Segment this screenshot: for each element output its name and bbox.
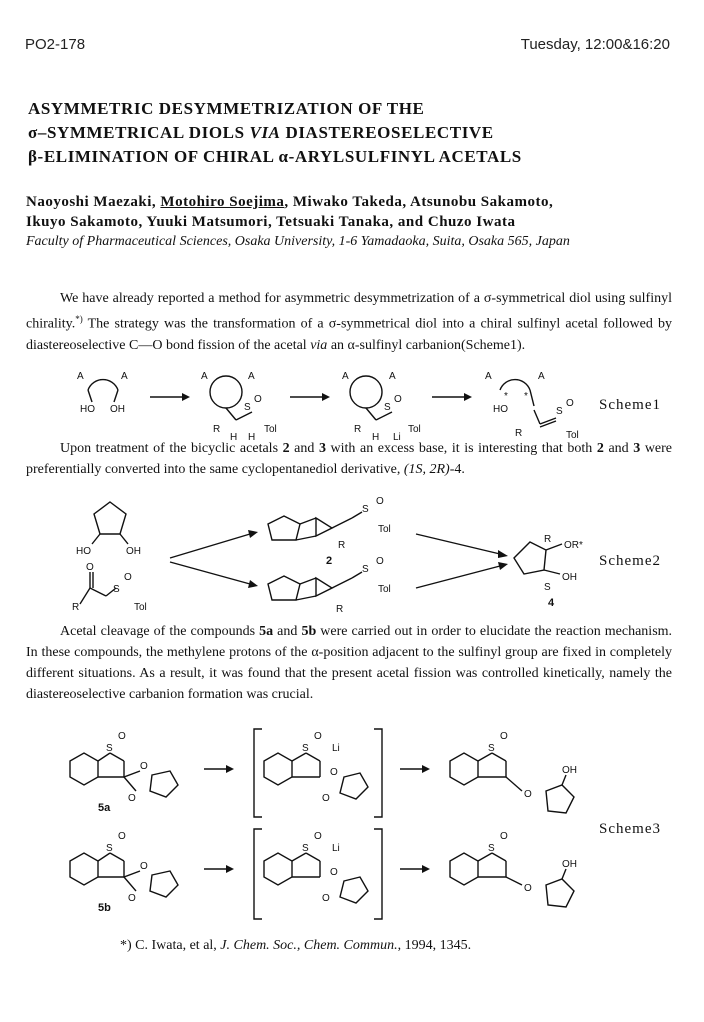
title-line-2-prefix: σ–SYMMETRICAL DIOLS <box>28 123 245 142</box>
s1-h-3: H <box>372 432 380 443</box>
s1-a-5: A <box>342 371 349 382</box>
s3-label-5a: 5a <box>98 802 111 814</box>
s3-prod-a-benzene <box>450 753 478 785</box>
s3-prod-b-o: O <box>524 883 532 894</box>
s1-product-ring <box>500 380 530 390</box>
p3-text-b: were carried out in order to elucidate the reaction mechanism. In these compounds, the methylene protons of the α-position adjacent to the sulfinyl group are fixed in completely different situations. As a result, it was found that the present acetal fission was controlled kinetically, namely the diastereoselective carbanion formation was crucial. <box>26 624 673 702</box>
s1-oh: OH <box>110 404 125 415</box>
s2-o-3: O <box>376 556 384 567</box>
s3-prod-b-s: S <box>488 843 495 854</box>
title-via: VIA <box>249 123 281 142</box>
s3-int-a-li: Li <box>332 743 340 754</box>
s2-s-3: S <box>362 564 369 575</box>
s3-prod-b-cyclopentane <box>546 879 574 907</box>
paragraph-2 <box>26 438 672 480</box>
p2-text-c: were preferentially converted into the same cyclopentanediol derivative, <box>26 441 673 477</box>
s3-prod-a-so: O <box>500 731 508 742</box>
p1-via: via <box>310 337 328 353</box>
s3-bracket-right-b <box>374 829 382 919</box>
s3-label-5b: 5b <box>98 902 111 914</box>
s1-a-6: A <box>389 371 396 382</box>
s2-acetal-2 <box>268 516 300 540</box>
s2-tol-1: Tol <box>134 602 147 613</box>
s2-r-2: R <box>338 540 346 551</box>
scheme-1-label: Scheme1 <box>599 397 661 413</box>
p2-compound-3b: 3 <box>633 441 641 456</box>
p3-compound-5a: 5a <box>259 624 274 639</box>
s1-a-2: A <box>121 371 128 382</box>
p2-stereo: (1S, 2R) <box>403 462 450 477</box>
s3-bracket-right-a <box>374 729 382 817</box>
s3-int-b-s: S <box>302 843 309 854</box>
p3-and: and <box>277 624 298 639</box>
scheme-2-label: Scheme2 <box>599 553 661 569</box>
authors-line-1-rest: , Miwako Takeda, Atsunobu Sakamoto, <box>284 194 554 210</box>
s1-r-2: R <box>354 424 362 435</box>
s2-dioxolane-2 <box>316 518 332 536</box>
p2-text-d: -4. <box>449 462 465 477</box>
presenting-author: Motohiro Soejima <box>160 194 285 210</box>
s2-r-1: R <box>72 602 80 613</box>
s1-o-3: O <box>566 398 574 409</box>
s1-ho-2: HO <box>493 404 508 415</box>
p2-text-b: with an excess base, it is interesting that both <box>330 441 593 456</box>
p3-compound-5b: 5b <box>301 624 317 639</box>
s1-acetal-ring-2 <box>350 376 382 408</box>
paragraph-1 <box>26 288 672 356</box>
title-line-2 <box>28 121 678 145</box>
s3-5b-o1: O <box>140 861 148 872</box>
s2-r-4: R <box>544 534 552 545</box>
s3-int-a-s: S <box>302 743 309 754</box>
s2-cyclopentane <box>94 502 126 534</box>
s3-5a-o2: O <box>128 793 136 804</box>
s1-r-3: R <box>515 428 523 439</box>
s2-label-2: 2 <box>326 555 333 567</box>
s3-5a-o1: O <box>140 761 148 772</box>
title-line-1: ASYMMETRIC DESYMMETRIZATION OF THE <box>28 99 425 118</box>
poster-code: PO2-178 <box>25 36 86 53</box>
s3-prod-b-oh: OH <box>562 859 577 870</box>
s3-int-b-o: O <box>314 831 322 842</box>
paper-title <box>28 97 678 169</box>
p1-text-a: We have already reported a method for asymmetric desymmetrization of a σ-symmetrical diol using sulfinyl chirality. <box>26 291 672 332</box>
s3-bracket-left-b <box>254 829 262 919</box>
p1-text-c: an α-sulfinyl carbanion(Scheme1). <box>330 337 526 353</box>
p3-text-a: Acetal cleavage of the compounds <box>60 624 256 639</box>
s1-a-3: A <box>201 371 208 382</box>
s3-int-a-o2: O <box>322 793 330 804</box>
s3-5b-so: O <box>118 831 126 842</box>
s1-r-1: R <box>213 424 221 435</box>
s3-int-b-li: Li <box>332 843 340 854</box>
s3-int-a-o1: O <box>330 767 338 778</box>
s1-tol-1: Tol <box>264 424 277 435</box>
s3-prod-a-oh: OH <box>562 765 577 776</box>
s2-s-2: S <box>362 504 369 515</box>
s1-tol-2: Tol <box>408 424 421 435</box>
s2-dioxolane-3 <box>316 578 332 596</box>
s1-a-8: A <box>538 371 545 382</box>
p2-compound-3: 3 <box>318 441 326 456</box>
s3-int-b-benzene <box>264 853 292 885</box>
s1-s-3: S <box>556 406 563 417</box>
s2-label-4: 4 <box>548 597 555 609</box>
s3-int-b-o1: O <box>330 867 338 878</box>
s1-o-1: O <box>254 394 262 405</box>
s3-5a-s: S <box>106 743 113 754</box>
s1-star-2: * <box>524 391 528 402</box>
s1-s-2: S <box>384 402 391 413</box>
s3-prod-a-o: O <box>524 789 532 800</box>
s3-int-a-o: O <box>314 731 322 742</box>
s1-tol-3: Tol <box>566 430 579 441</box>
s3-int-a-cyclopentane <box>340 773 368 799</box>
s3-bracket-left-a <box>254 729 262 817</box>
s1-ho: HO <box>80 404 95 415</box>
s1-a-7: A <box>485 371 492 382</box>
s3-5b-o2: O <box>128 893 136 904</box>
scheme-3-label: Scheme3 <box>599 821 661 837</box>
s3-prod-b-so: O <box>500 831 508 842</box>
s1-a-1: A <box>77 371 84 382</box>
s3-5a-benzene <box>70 753 98 785</box>
p2-and-2: and <box>608 441 629 456</box>
s3-5b-s: S <box>106 843 113 854</box>
s2-oh: OH <box>126 546 141 557</box>
s1-h-2: H <box>248 432 256 443</box>
s1-acetal-ring-1 <box>210 376 242 408</box>
s3-5b-cyclopentane <box>150 871 178 897</box>
s1-diol-ring <box>88 380 118 390</box>
s2-s-1: S <box>113 584 120 595</box>
s3-int-a-benzene <box>264 753 292 785</box>
s3-5a-cyclopentane <box>150 771 178 797</box>
affiliation: Faculty of Pharmaceutical Sciences, Osaka University, 1-6 Yamadaoka, Suita, Osaka 565, Japan <box>26 234 570 249</box>
s2-ho: HO <box>76 546 91 557</box>
s1-o-2: O <box>394 394 402 405</box>
title-line-3: β-ELIMINATION OF CHIRAL α-ARYLSULFINYL ACETALS <box>28 147 522 166</box>
title-line-2-suffix: DIASTEREOSELECTIVE <box>285 123 494 142</box>
p2-and-1: and <box>294 441 315 456</box>
footnote <box>120 938 471 954</box>
s2-o-1: O <box>124 572 132 583</box>
p1-ref: *) <box>75 314 83 324</box>
s3-5b-benzene <box>70 853 98 885</box>
s2-tol-2: Tol <box>378 524 391 535</box>
p2-compound-2b: 2 <box>596 441 604 456</box>
s2-product-ring <box>514 542 546 574</box>
s3-prod-a-cyclopentane <box>546 785 574 813</box>
p2-compound-2: 2 <box>282 441 290 456</box>
s1-star-1: * <box>504 391 508 402</box>
s3-prod-a-s: S <box>488 743 495 754</box>
s2-o-keto: O <box>86 562 94 573</box>
s3-int-b-cyclopentane <box>340 877 368 903</box>
session-time: Tuesday, 12:00&16:20 <box>520 36 670 53</box>
s2-oh-4: OH <box>562 572 577 583</box>
s3-5a-so: O <box>118 731 126 742</box>
s2-r-3: R <box>336 604 344 615</box>
paragraph-3 <box>26 621 672 705</box>
s3-prod-b-benzene <box>450 853 478 885</box>
s2-acetal-3 <box>268 576 300 600</box>
footnote-year: , 1994, 1345. <box>397 938 472 953</box>
author-list <box>26 192 676 232</box>
s1-h-1: H <box>230 432 238 443</box>
s2-o-2: O <box>376 496 384 507</box>
authors-line-2: Ikuyo Sakamoto, Yuuki Matsumori, Tetsuaki Tanaka, and Chuzo Iwata <box>26 214 516 230</box>
s1-a-4: A <box>248 371 255 382</box>
s2-tol-3: Tol <box>378 584 391 595</box>
footnote-journal: J. Chem. Soc., Chem. Commun. <box>220 938 398 953</box>
s1-li: Li <box>393 432 401 443</box>
p2-text-a: Upon treatment of the bicyclic acetals <box>60 441 279 456</box>
p1-text-b: The strategy was the transformation of a σ-symmetrical diol into a chiral sulfinyl acetal followed by diastereoselective C—O bond fission of the acetal <box>26 316 672 353</box>
footnote-authors: *) C. Iwata, et al, <box>120 938 217 953</box>
author-first: Naoyoshi Maezaki, <box>26 194 157 210</box>
s1-s-1: S <box>244 402 251 413</box>
s3-int-b-o2: O <box>322 893 330 904</box>
s2-s-4: S <box>544 582 551 593</box>
s2-or: OR* <box>564 540 583 551</box>
